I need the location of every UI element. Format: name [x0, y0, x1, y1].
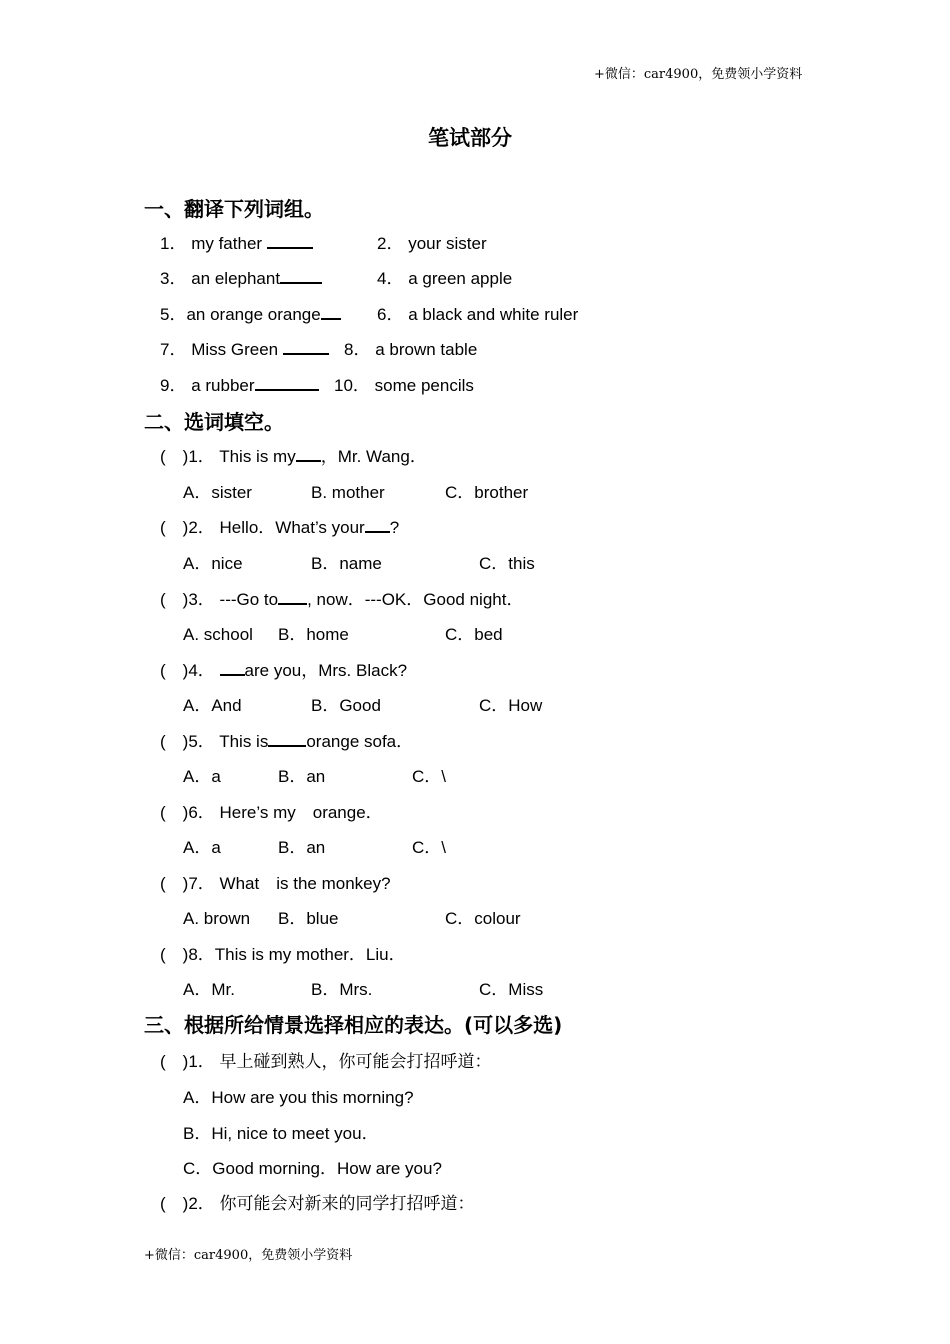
option: C．Good morning．How are you? — [183, 1159, 442, 1178]
question-row: ( )3． ---Go to , now．---OK．Good night． — [160, 590, 524, 609]
option: A．a — [183, 767, 221, 786]
answer-blank[interactable] — [220, 660, 245, 676]
option: B．an — [278, 838, 326, 857]
option: A. school — [183, 625, 253, 644]
question-row: ( )7． What is the monkey? — [160, 874, 391, 893]
option: B．Mrs. — [311, 980, 373, 999]
header-note: +微信：car4900，免费领小学资料 — [594, 67, 803, 82]
option: A．Mr. — [183, 980, 235, 999]
option: B．Good — [311, 696, 381, 715]
question-row: ( )2． Hello．What’s your ? — [160, 518, 400, 537]
list-item: 9． a rubber — [160, 375, 319, 397]
question-row: ( )2． 你可能会对新来的同学打招呼道： — [160, 1194, 475, 1214]
option: C．\ — [412, 838, 446, 857]
option: C．this — [479, 554, 535, 573]
answer-blank[interactable] — [296, 446, 321, 462]
question-row: ( )1． 早上碰到熟人，你可能会打招呼道： — [160, 1052, 492, 1072]
option: A．sister — [183, 483, 252, 502]
list-item: 1． my father — [160, 233, 313, 255]
option: C．brother — [445, 483, 529, 502]
option: C．Miss — [479, 980, 544, 999]
list-item: 3． an elephant — [160, 268, 322, 290]
section3-heading: 三、根据所给情景选择相应的表达。(可以多选) — [144, 1013, 563, 1037]
option: C．colour — [445, 909, 521, 928]
option: C．How — [479, 696, 543, 715]
list-item: 8． a brown table — [344, 340, 478, 359]
list-item: 6． a black and white ruler — [377, 305, 579, 324]
answer-blank[interactable] — [268, 731, 306, 747]
option: B．blue — [278, 909, 339, 928]
option: B．home — [278, 625, 349, 644]
question-row: ( )6． Here’s my orange． — [160, 803, 383, 822]
option: A．a — [183, 838, 221, 857]
section1-heading: 一、翻译下列词组。 — [144, 197, 324, 221]
page-title: 笔试部分 — [428, 126, 512, 150]
answer-blank[interactable] — [365, 517, 390, 533]
option: B. mother — [311, 483, 385, 502]
option: C．bed — [445, 625, 503, 644]
question-row: ( )5． This is orange sofa． — [160, 732, 414, 751]
list-item: 4． a green apple — [377, 269, 513, 288]
list-item: 10． some pencils — [334, 376, 474, 395]
option: A．And — [183, 696, 242, 715]
option: A. brown — [183, 909, 251, 928]
option: A．nice — [183, 554, 243, 573]
question-row: ( )1． This is my ，Mr. Wang． — [160, 447, 427, 466]
question-row: ( )4． are you，Mrs. Black? — [160, 661, 408, 680]
option: B．Hi, nice to meet you． — [183, 1124, 379, 1143]
option: B．an — [278, 767, 326, 786]
list-item: 7． Miss Green — [160, 339, 329, 361]
option: B．name — [311, 554, 382, 573]
question-row: ( )8．This is my mother．Liu． — [160, 945, 406, 964]
list-item: 2． your sister — [377, 234, 487, 253]
option: A．How are you this morning? — [183, 1088, 414, 1107]
footer-note: +微信：car4900，免费领小学资料 — [144, 1248, 353, 1263]
answer-blank[interactable] — [278, 589, 307, 605]
section2-heading: 二、选词填空。 — [144, 410, 284, 434]
option: C．\ — [412, 767, 446, 786]
list-item: 5．an orange orange — [160, 304, 341, 326]
